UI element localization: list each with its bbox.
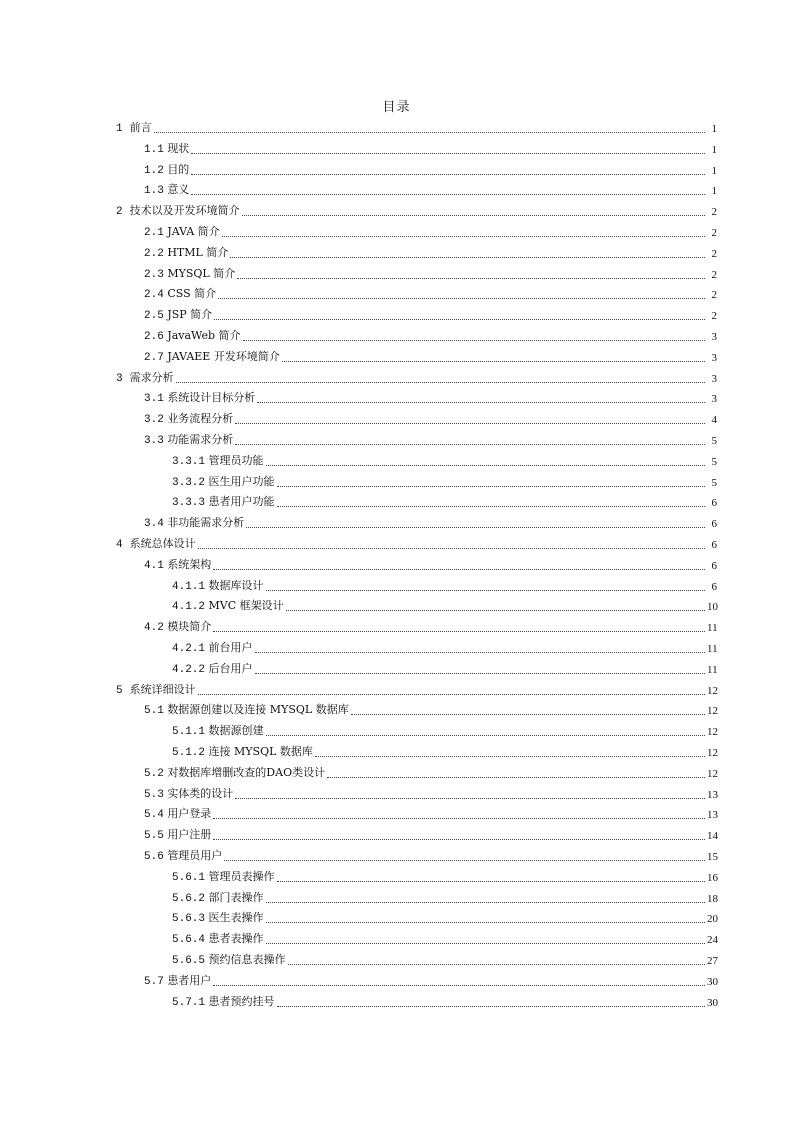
toc-leader-dots [288, 964, 705, 965]
toc-entry-page: 30 [707, 975, 718, 988]
toc-entry-number: 5.6.3 [172, 913, 206, 926]
toc-entry-label [172, 662, 255, 677]
toc-entry-text: 管理员表操作 [208, 869, 275, 883]
toc-entry-page: 4 [711, 414, 717, 427]
toc-entry-text: JSP 简介 [167, 308, 213, 322]
toc-entry[interactable] [144, 511, 717, 531]
toc-leader-dots [242, 215, 705, 216]
toc-leader-dots [246, 527, 705, 528]
toc-entry[interactable] [144, 428, 717, 448]
toc-entry-text: MYSQL 简介 [167, 266, 236, 280]
toc-entry-spacer [123, 371, 130, 384]
toc-entry-label [172, 579, 266, 594]
toc-entry-page: 3 [711, 331, 717, 343]
toc-entry[interactable] [144, 407, 717, 427]
toc-entry[interactable] [144, 345, 717, 365]
toc-entry-text: 模块简介 [167, 620, 212, 634]
toc-entry-number: 2.6 [144, 331, 164, 343]
toc-entry-number: 3.3 [144, 435, 164, 447]
toc-entry-page: 3 [711, 372, 717, 385]
toc-entry-page: 12 [707, 726, 718, 739]
toc-entry-page: 3 [711, 351, 717, 364]
toc-entry-number: 5.6.2 [172, 892, 206, 905]
toc-entry-number: 1.1 [144, 143, 164, 156]
toc-entry-text: 医生表操作 [208, 911, 264, 925]
toc-entry-number: 4.2.2 [172, 663, 206, 676]
toc-entry-text: 意义 [167, 183, 190, 197]
toc-entry-label [144, 558, 213, 573]
toc-leader-dots [176, 382, 705, 383]
toc-entry-text: 用户注册 [167, 828, 212, 842]
toc-entry-label [172, 495, 277, 510]
toc-entry-label [144, 516, 246, 531]
toc-entry-page: 2 [711, 310, 717, 323]
toc-entry-page: 13 [707, 809, 718, 822]
toc-leader-dots [277, 506, 705, 507]
toc-entry-text: 功能需求分析 [167, 433, 234, 446]
toc-entry-label [144, 828, 213, 843]
toc-entry-text: 系统架构 [167, 557, 212, 571]
toc-entry-page: 15 [707, 851, 718, 863]
toc-entry[interactable] [172, 594, 717, 614]
toc-entry-number: 5.2 [144, 767, 164, 780]
toc-entry-text: 患者用户功能 [208, 495, 275, 509]
toc-entry-number: 3.1 [144, 393, 164, 406]
toc-entry-label [172, 995, 277, 1010]
toc-entry[interactable] [144, 158, 717, 178]
toc-entry-number: 3 [116, 372, 123, 385]
toc-entry-number: 4.1 [144, 559, 164, 572]
toc-entry-number: 5.6.5 [172, 955, 206, 967]
toc-entry-text: 系统设计目标分析 [167, 391, 256, 405]
toc-entry-label [172, 932, 266, 947]
toc-entry-number: 5.6.1 [172, 871, 206, 884]
toc-leader-dots [266, 465, 705, 466]
toc-entry-text: 部门表操作 [208, 890, 264, 904]
toc-entry-text: MVC 框架设计 [208, 599, 284, 613]
toc-entry-label [144, 183, 191, 198]
toc-entry-text: 预约信息表操作 [208, 953, 286, 966]
toc-entry-page: 14 [707, 830, 718, 843]
toc-entry[interactable] [116, 532, 717, 552]
toc-entry[interactable] [144, 782, 717, 802]
toc-entry[interactable] [144, 324, 717, 344]
toc-entry-page: 11 [707, 643, 718, 655]
toc-entry-number: 2.7 [144, 351, 164, 364]
toc-entry-number: 3.4 [144, 518, 164, 531]
toc-entry-label [172, 911, 266, 926]
toc-entry-page: 11 [707, 622, 718, 635]
toc-entry-label [144, 849, 224, 864]
toc-entry-label [144, 974, 213, 989]
toc-entry-number: 2.3 [144, 268, 164, 281]
toc-entry-page: 6 [711, 580, 717, 593]
toc-entry-label [116, 121, 154, 136]
toc-entry[interactable] [116, 366, 717, 386]
toc-entry-number: 2.1 [144, 227, 164, 239]
toc-leader-dots [277, 1006, 705, 1007]
toc-entry[interactable] [144, 615, 717, 635]
toc-entry[interactable] [144, 969, 717, 989]
toc-entry-label [172, 454, 266, 469]
toc-entry-number: 3.3.2 [172, 476, 206, 489]
toc-entry-page: 30 [707, 996, 718, 1009]
toc-entry-page: 12 [707, 747, 718, 759]
toc-leader-dots [235, 798, 705, 799]
toc-leader-dots [191, 153, 705, 154]
toc-entry-label [116, 204, 242, 219]
toc-entry-number: 5 [116, 684, 123, 697]
toc-entry-label [144, 620, 213, 635]
toc-entry-text: 技术以及开发环境简介 [129, 204, 240, 218]
toc-entry-text: 系统详细设计 [129, 682, 196, 696]
toc-entry-page: 2 [711, 268, 717, 281]
toc-leader-dots [255, 673, 705, 674]
toc-entry-label [144, 433, 235, 448]
toc-entry-number: 3.2 [144, 414, 164, 427]
toc-leader-dots [255, 652, 705, 653]
toc-entry-text: 非功能需求分析 [167, 516, 245, 530]
toc-entry[interactable] [144, 282, 717, 302]
toc-entry-text: 实体类的设计 [167, 786, 234, 800]
toc-entry[interactable] [172, 470, 717, 490]
toc-entry-label [172, 599, 286, 614]
toc-entry[interactable] [172, 636, 717, 656]
toc-entry-label [144, 412, 235, 427]
toc-entry-page: 10 [707, 601, 718, 614]
toc-entry-label [116, 683, 198, 698]
toc-entry[interactable] [172, 719, 717, 739]
toc-entry[interactable] [172, 906, 717, 926]
toc-entry-number: 3.3.1 [172, 455, 206, 468]
toc-leader-dots [198, 694, 705, 695]
toc-leader-dots [266, 902, 705, 903]
toc-entry-page: 2 [711, 289, 717, 302]
toc-leader-dots [218, 298, 705, 299]
toc-entry-label [144, 308, 214, 323]
toc-entry-number: 2.5 [144, 310, 164, 323]
toc-entry-spacer [123, 204, 130, 217]
toc-entry-text: 医生用户功能 [208, 474, 275, 488]
toc-entry[interactable] [172, 886, 717, 906]
toc-entry-label [144, 350, 282, 365]
toc-entry-label [172, 953, 288, 968]
toc-entry[interactable] [144, 844, 717, 864]
toc-leader-dots [213, 631, 705, 632]
toc-entry-page: 12 [707, 767, 718, 780]
toc-leader-dots [198, 548, 705, 549]
toc-entry-label [144, 287, 218, 302]
toc-entry[interactable] [172, 449, 717, 469]
toc-entry-page: 3 [711, 393, 717, 406]
toc-entry-page: 27 [707, 955, 718, 967]
toc-leader-dots [282, 361, 705, 362]
toc-entry[interactable] [144, 386, 717, 406]
toc-entry-spacer [123, 537, 130, 550]
toc-entry-label [144, 225, 222, 240]
toc-entry-text: HTML 简介 [167, 245, 229, 259]
toc-entry-number: 5.5 [144, 830, 164, 843]
toc-leader-dots [315, 756, 705, 757]
toc-entry-label [144, 807, 213, 822]
toc-entry-label [172, 724, 266, 739]
toc-entry-page: 1 [711, 185, 717, 198]
toc-entry-page: 5 [711, 476, 717, 489]
toc-entry[interactable] [144, 761, 717, 781]
toc-entry-page: 6 [711, 539, 717, 551]
toc-entry-number: 1.3 [144, 185, 164, 198]
toc-leader-dots [327, 777, 705, 778]
toc-leader-dots [213, 985, 705, 986]
toc-entry[interactable] [172, 574, 717, 594]
toc-entry-number: 4 [116, 539, 123, 551]
toc-entry[interactable] [144, 262, 717, 282]
toc-entry-number: 4.1.1 [172, 580, 206, 593]
toc-entry[interactable] [172, 490, 717, 510]
toc-leader-dots [191, 194, 705, 195]
toc-entry-text: CSS 简介 [167, 287, 217, 301]
toc-entry-label [144, 391, 257, 406]
toc-entry-number: 5.3 [144, 788, 164, 801]
toc-entry[interactable] [144, 823, 717, 843]
toc-entry-text: JavaWeb 简介 [167, 329, 241, 342]
toc-leader-dots [266, 735, 705, 736]
toc-entry-text: JAVA 简介 [167, 225, 220, 238]
toc-entry[interactable] [144, 553, 717, 573]
toc-entry-page: 11 [707, 663, 718, 676]
toc-entry-page: 1 [711, 143, 717, 156]
toc-entry-text: 数据库设计 [208, 578, 264, 592]
toc-entry-text: 用户登录 [167, 807, 212, 821]
toc-entry-number: 5.1.1 [172, 726, 206, 739]
toc-entry-label [144, 703, 351, 718]
toc-leader-dots [266, 922, 705, 923]
toc-leader-dots [213, 839, 705, 840]
toc-leader-dots [154, 132, 705, 133]
toc-entry-number: 4.2 [144, 622, 164, 635]
toc-entry-text: 连接 MYSQL 数据库 [208, 745, 313, 758]
toc-entry-text: 前言 [129, 121, 152, 134]
toc-leader-dots [235, 444, 705, 445]
toc-entry-page: 6 [711, 559, 717, 572]
toc-entry-number: 4.1.2 [172, 601, 206, 614]
toc-entry-page: 20 [707, 913, 718, 926]
toc-entry-page: 1 [711, 164, 717, 177]
toc-entry-label [144, 766, 327, 781]
toc-entry-label [172, 891, 266, 906]
toc-entry[interactable] [144, 802, 717, 822]
toc-entry-page: 12 [707, 684, 718, 697]
toc-entry[interactable] [144, 698, 717, 718]
toc-entry[interactable] [172, 927, 717, 947]
toc-leader-dots [351, 714, 705, 715]
toc-entry-text: 数据源创建 [208, 724, 264, 738]
toc-entry-text: 系统总体设计 [129, 537, 196, 550]
toc-entry-number: 2.4 [144, 289, 164, 302]
toc-entry-page: 6 [711, 518, 717, 531]
toc-entry-number: 3.3.3 [172, 497, 206, 510]
toc-entry[interactable] [116, 199, 717, 219]
toc-entry-label [172, 641, 255, 656]
toc-entry[interactable] [144, 137, 717, 157]
toc-entry-text: 现状 [167, 141, 190, 155]
toc-entry-number: 4.2.1 [172, 643, 206, 655]
toc-entry[interactable] [172, 865, 717, 885]
toc-entry-page: 5 [711, 435, 717, 447]
toc-entry-label [144, 246, 230, 261]
toc-entry-label [116, 537, 198, 552]
toc-entry-text: 目的 [167, 162, 190, 176]
toc-entry-text: 管理员用户 [167, 849, 223, 862]
toc-leader-dots [257, 402, 705, 403]
toc-entry[interactable] [172, 740, 717, 760]
toc-entry-text: 业务流程分析 [167, 412, 234, 426]
toc-leader-dots [235, 423, 705, 424]
toc-entry[interactable] [172, 657, 717, 677]
toc-entry[interactable] [116, 116, 717, 136]
toc-entry-label [172, 745, 315, 760]
toc-leader-dots [191, 174, 705, 175]
toc-leader-dots [243, 340, 705, 341]
toc-entry[interactable] [172, 948, 717, 968]
toc-entry-number: 5.1.2 [172, 747, 206, 759]
toc-entry[interactable] [144, 241, 717, 261]
toc-entry-label [144, 329, 243, 344]
toc-entry[interactable] [116, 678, 717, 698]
toc-entry-number: 1 [116, 123, 123, 135]
toc-title: 目录 [382, 100, 411, 115]
toc-entry-spacer [123, 121, 130, 134]
toc-entry-label [144, 142, 191, 157]
toc-entry-number: 5.6.4 [172, 934, 206, 947]
toc-leader-dots [286, 610, 705, 611]
toc-entry-text: 需求分析 [129, 370, 174, 384]
toc-leader-dots [224, 860, 705, 861]
toc-entry[interactable] [144, 303, 717, 323]
toc-entry-label [116, 371, 176, 386]
toc-leader-dots [277, 486, 705, 487]
toc-entry-number: 5.6 [144, 851, 164, 863]
toc-entry-page: 2 [711, 227, 717, 239]
toc-leader-dots [213, 818, 705, 819]
toc-entry-page: 2 [711, 206, 717, 219]
toc-entry-page: 12 [707, 705, 718, 718]
toc-entry[interactable] [144, 220, 717, 240]
toc-leader-dots [222, 236, 705, 237]
toc-entry-number: 5.1 [144, 705, 164, 718]
toc-entry-number: 2 [116, 206, 123, 219]
toc-entry-page: 16 [707, 871, 718, 884]
toc-entry-page: 13 [707, 788, 718, 801]
toc-entry-text: 患者预约挂号 [208, 994, 275, 1008]
toc-entry-text: 患者用户 [167, 973, 212, 987]
toc-entry-label [144, 267, 237, 282]
toc-entry-label [172, 870, 277, 885]
toc-entry-text: 前台用户 [208, 641, 253, 654]
toc-entry-number: 1.2 [144, 164, 164, 177]
toc-entry-number: 5.7 [144, 975, 164, 988]
toc-entry-page: 18 [707, 892, 718, 905]
toc-entry-text: 数据源创建以及连接 MYSQL 数据库 [167, 703, 349, 717]
toc-leader-dots [214, 319, 705, 320]
toc-leader-dots [266, 943, 705, 944]
toc-leader-dots [277, 881, 705, 882]
toc-entry-page: 2 [711, 247, 717, 260]
toc-leader-dots [266, 590, 705, 591]
toc-entry-text: 患者表操作 [208, 932, 264, 946]
toc-entry-number: 5.4 [144, 809, 164, 822]
toc-entry-page: 6 [711, 497, 717, 510]
toc-entry-label [144, 787, 235, 802]
toc-entry-text: 管理员功能 [208, 453, 264, 467]
toc-leader-dots [230, 257, 705, 258]
toc-leader-dots [213, 569, 705, 570]
toc-entry[interactable] [172, 990, 717, 1010]
toc-entry-page: 5 [711, 455, 717, 468]
toc-entry-number: 2.2 [144, 247, 164, 260]
toc-entry-label [144, 163, 191, 178]
toc-entry-page: 24 [707, 934, 718, 947]
toc-leader-dots [237, 278, 705, 279]
toc-entry-page: 1 [711, 123, 717, 135]
toc-entry-number: 5.7.1 [172, 996, 206, 1009]
toc-entry-label [172, 475, 277, 490]
toc-entry-text: 后台用户 [208, 661, 253, 675]
toc-entry-text: JAVAEE 开发环境简介 [167, 349, 280, 363]
toc-entry-text: 对数据库增删改查的DAO类设计 [167, 765, 326, 779]
toc-entry-spacer [123, 683, 130, 696]
toc-entry[interactable] [144, 178, 717, 198]
